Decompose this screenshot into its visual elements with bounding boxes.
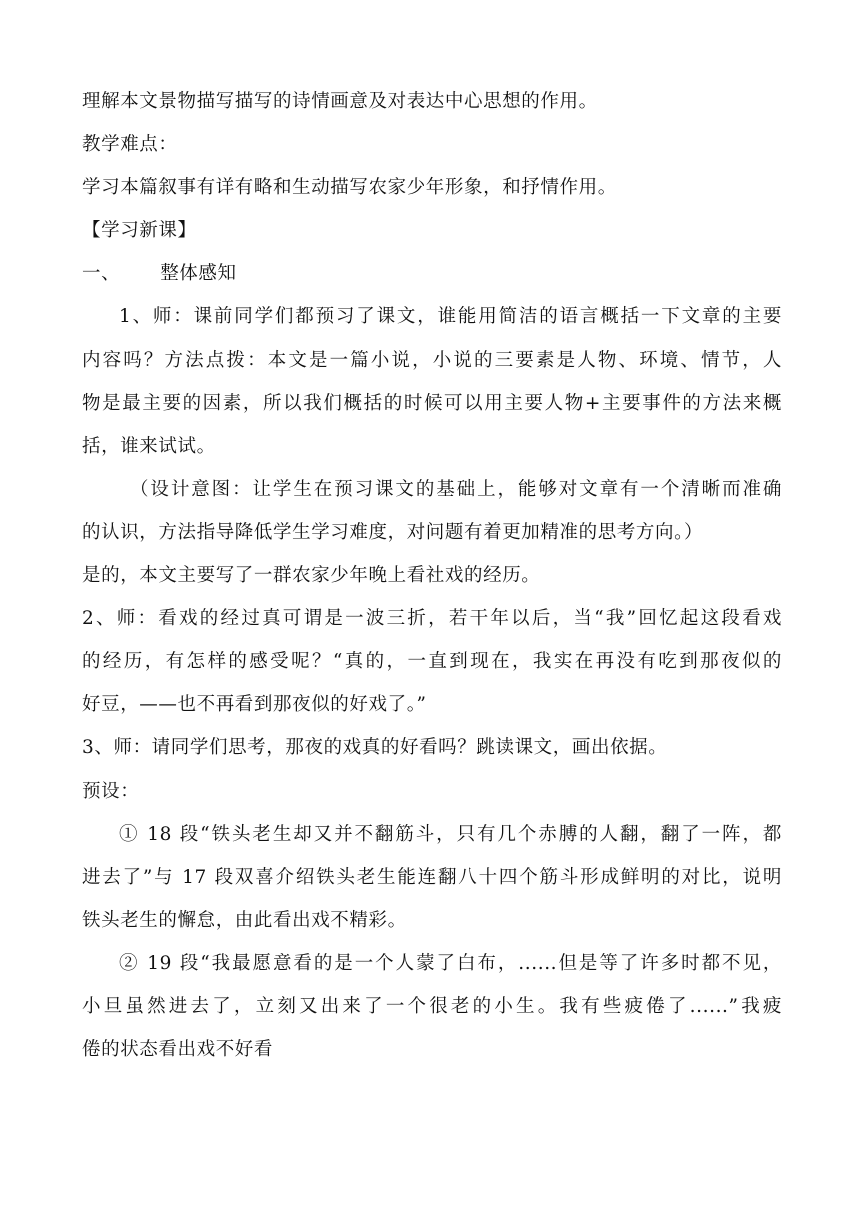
text-line: 括，谁来试试。	[82, 435, 216, 457]
text-line: 小旦虽然进去了，立刻又出来了一个很老的小生。我有些疲倦了......”我疲	[82, 995, 782, 1017]
text-line: 进去了”与 17 段双喜介绍铁头老生能连翻八十四个筋斗形成鲜明的对比，说明	[82, 866, 782, 888]
preset-heading: 预设：	[82, 780, 140, 802]
section-number: 一、	[82, 263, 121, 285]
text-line: ② 19 段“我最愿意看的是一个人蒙了白布，......但是等了许多时都不见，	[119, 952, 782, 974]
section-heading: 【学习新课】	[82, 220, 197, 242]
text-line: 学习本篇叙事有详有略和生动描写农家少年形象，和抒情作用。	[82, 177, 617, 199]
text-line: 倦的状态看出戏不好看	[82, 1039, 274, 1061]
text-line: 是的，本文主要写了一群农家少年晚上看社戏的经历。	[82, 565, 541, 587]
design-intent-line: 的认识，方法指导降低学生学习难度，对问题有着更加精准的思考方向。）	[82, 521, 704, 543]
text-line: ① 18 段“铁头老生却又并不翻筋斗，只有几个赤膊的人翻，翻了一阵，都	[119, 823, 782, 845]
text-line: 3、师：请同学们思考，那夜的戏真的好看吗？跳读课文，画出依据。	[82, 737, 668, 759]
text-line: 物是最主要的因素，所以我们概括的时候可以用主要人物+主要事件的方法来概	[82, 392, 782, 414]
section-title: 整体感知	[160, 263, 237, 285]
text-line: 2、师：看戏的经过真可谓是一波三折，若干年以后，当“我”回忆起这段看戏	[82, 608, 782, 630]
heading-difficulty: 教学难点：	[82, 134, 178, 156]
document-page	[82, 84, 782, 1075]
text-line: 的经历，有怎样的感受呢？“真的，一直到现在，我实在再没有吃到那夜似的	[82, 651, 782, 673]
design-intent-line: （设计意图：让学生在预习课文的基础上，能够对文章有一个清晰而准确	[130, 478, 782, 500]
text-line: 内容吗？方法点拨：本文是一篇小说，小说的三要素是人物、环境、情节，人	[82, 349, 782, 371]
text-line: 理解本文景物描写描写的诗情画意及对表达中心思想的作用。	[82, 91, 598, 112]
subsection-heading	[82, 256, 782, 292]
text-line: 好豆，——也不再看到那夜似的好戏了。”	[82, 694, 427, 716]
text-line: 1、师：课前同学们都预习了课文，谁能用简洁的语言概括一下文章的主要	[119, 306, 782, 328]
text-line: 铁头老生的懈怠，由此看出戏不精彩。	[82, 909, 407, 931]
